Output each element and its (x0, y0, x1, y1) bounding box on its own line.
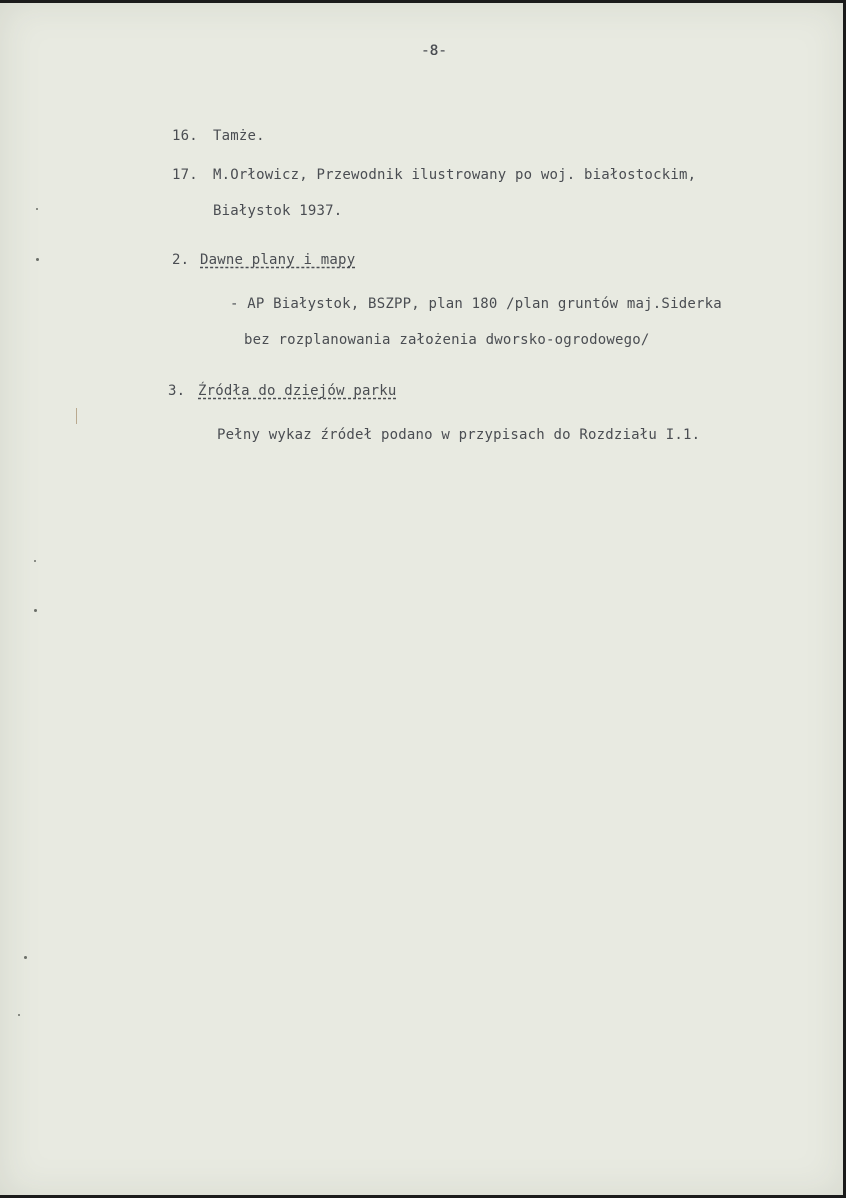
scan-speck (24, 956, 27, 959)
scan-speck (36, 208, 38, 210)
scan-speck (18, 1014, 20, 1016)
section-3-number: 3. (168, 383, 186, 399)
section-3-heading: Źródła do dziejów parku (198, 383, 397, 399)
scan-speck (34, 609, 37, 612)
note-16-number: 16. (172, 128, 198, 144)
section-2-item-line1: - AP Białystok, BSZPP, plan 180 /plan gruntów maj.Siderka (230, 296, 722, 312)
scan-edge-top (0, 0, 846, 3)
section-2-number: 2. (172, 252, 190, 268)
scan-speck (34, 560, 36, 562)
scan-mark (76, 408, 77, 424)
note-16-text: Tamże. (213, 128, 265, 144)
section-3-text: Pełny wykaz źródeł podano w przypisach do Rozdziału I.1. (217, 427, 701, 443)
page-number: -8- (421, 43, 447, 59)
scan-speck (36, 258, 39, 261)
note-17-number: 17. (172, 167, 198, 183)
section-2-item-line2: bez rozplanowania założenia dworsko-ogrodowego/ (244, 332, 650, 348)
section-2-heading: Dawne plany i mapy (200, 252, 356, 268)
note-17-line2: Białystok 1937. (213, 203, 343, 219)
note-17-line1: M.Orłowicz, Przewodnik ilustrowany po woj. białostockim, (213, 167, 697, 183)
